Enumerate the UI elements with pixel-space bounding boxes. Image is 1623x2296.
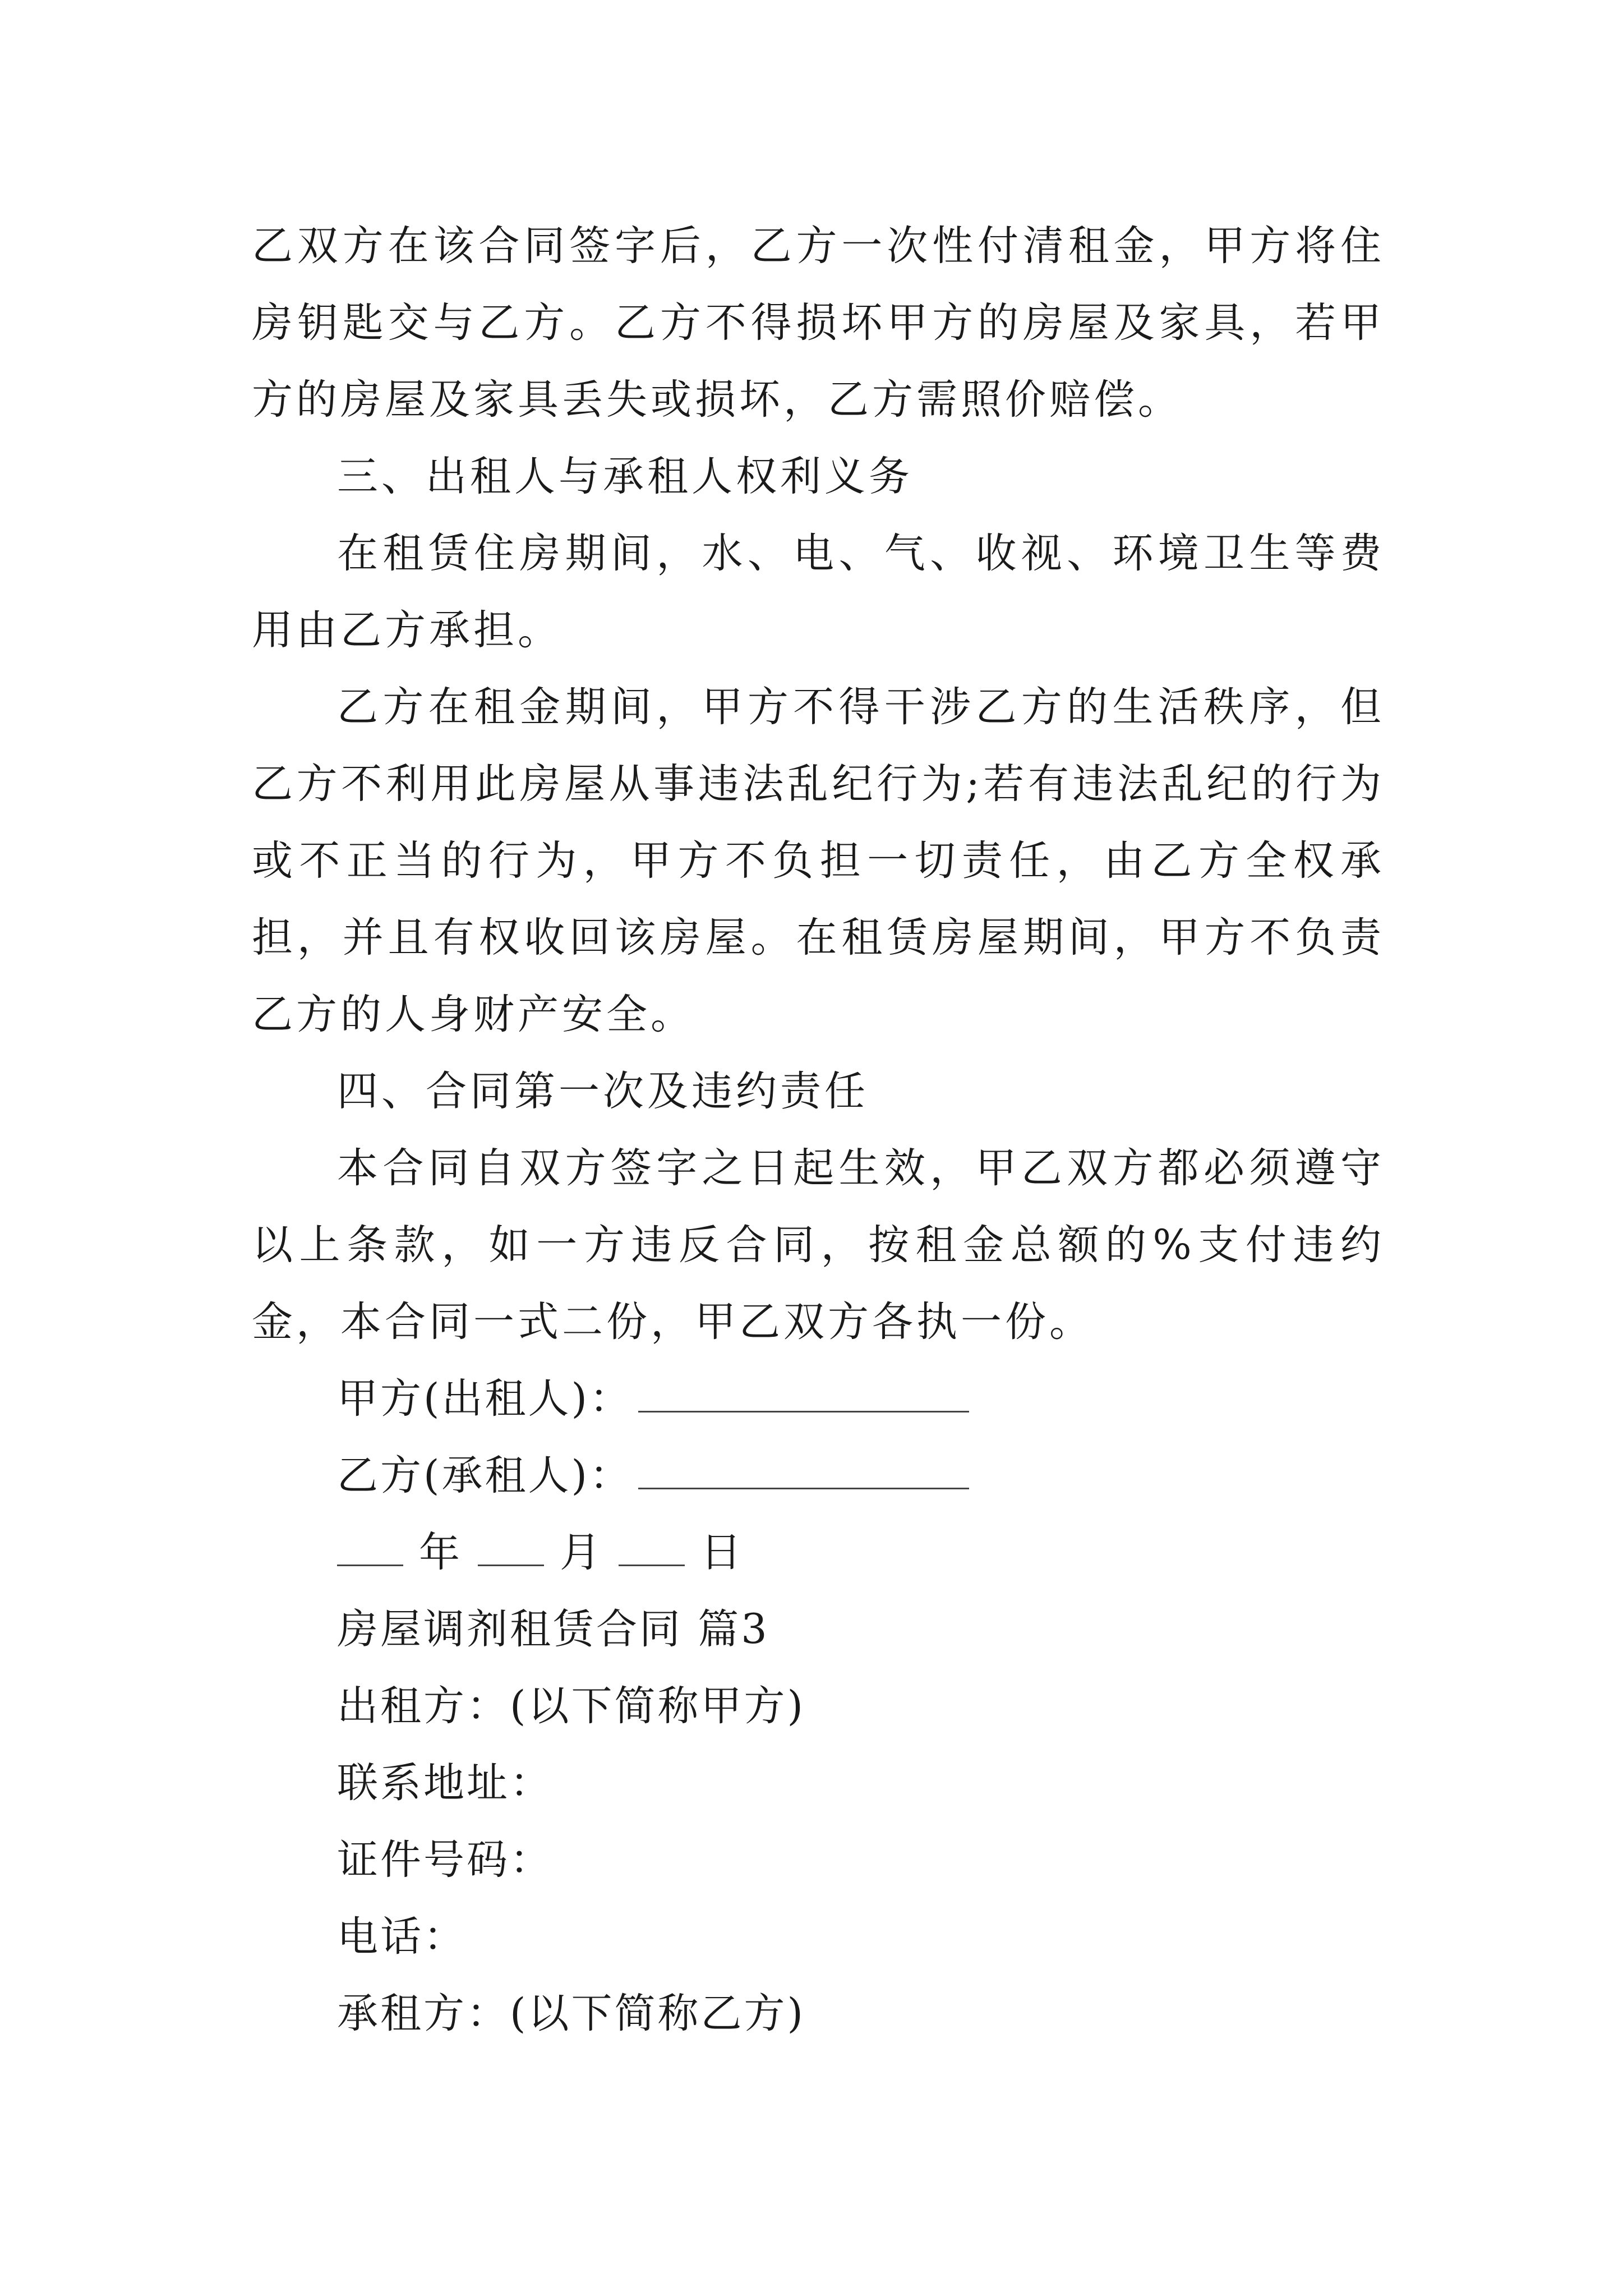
date-line [252, 1514, 1385, 1591]
paragraph-contract-effect: 本合同自双方签字之日起生效，甲乙双方都必须遵守以上条款，如一方违反合同，按租金总额的%支付违约金，本合同一式二份，甲乙双方各执一份。 [252, 1144, 1385, 1346]
paragraph-payment-terms: 乙双方在该合同签字后，乙方一次性付清租金，甲方将住房钥匙交与乙方。乙方不得损坏甲方的房屋及家具，若甲方的房屋及家具丢失或损坏，乙方需照价赔偿。 [252, 222, 1385, 424]
paragraph-utility-fees: 在租赁住房期间，水、电、气、收视、环境卫生等费用由乙方承担。 [252, 530, 1385, 654]
paragraph-tenant-conduct: 乙方在租金期间，甲方不得干涉乙方的生活秩序，但乙方不利用此房屋从事违法乱纪行为;若有违法乱纪的行为或不正当的行为，甲方不负担一切责任，由乙方全权承担，并且有权收回该房屋。在租赁房屋期间，甲方不负责乙方的人身财产安全。 [252, 683, 1385, 1038]
day-label: 日 [700, 1529, 744, 1576]
heading-breach-liability: 四、合同第一次及违约责任 [337, 1068, 869, 1115]
field-lessor: 出租方：(以下简称甲方) [337, 1682, 805, 1730]
party-a-signature-line [252, 1360, 1385, 1437]
document-body [252, 208, 1385, 2052]
heading-rights-obligations: 三、出租人与承租人权利义务 [337, 453, 913, 500]
party-a-blank [638, 1372, 969, 1412]
field-id-number: 证件号码： [337, 1836, 553, 1884]
field-phone: 电话： [337, 1913, 467, 1961]
month-label: 月 [560, 1529, 603, 1576]
section-title: 房屋调剂租赁合同 篇3 [337, 1605, 769, 1653]
field-lessee: 承租方：(以下简称乙方) [337, 1990, 805, 2037]
party-a-label: 甲方(出租人)： [337, 1375, 633, 1423]
party-b-label: 乙方(承租人)： [337, 1452, 633, 1499]
party-b-blank [638, 1448, 969, 1489]
party-b-signature-line [252, 1437, 1385, 1514]
month-blank [478, 1525, 544, 1566]
year-blank [337, 1525, 403, 1566]
year-label: 年 [419, 1529, 462, 1576]
day-blank [619, 1525, 685, 1566]
field-address: 联系地址： [337, 1759, 553, 1807]
